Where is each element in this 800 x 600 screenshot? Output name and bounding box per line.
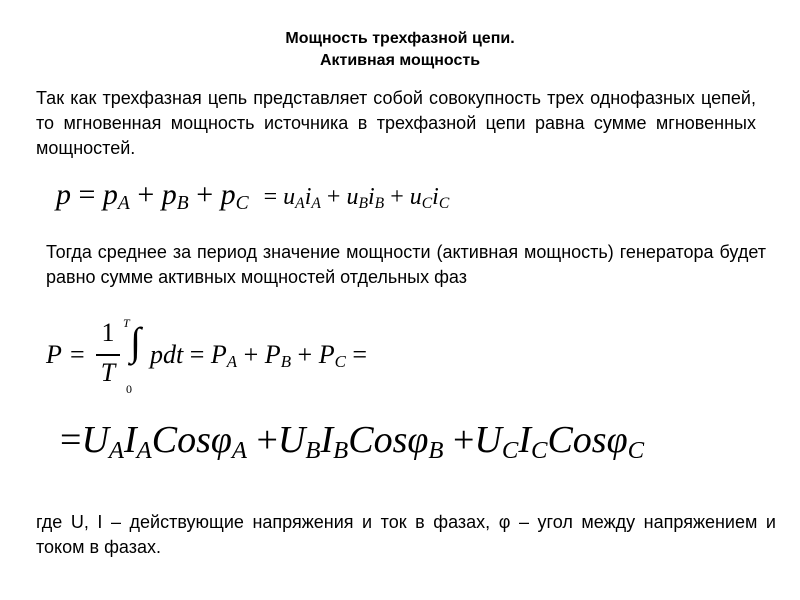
definitions-paragraph: где U, I – действующие напряжения и ток в фазах, φ – угол между напряжением и током в фазах. xyxy=(36,512,776,557)
active-power-integral-formula: P = 1 T ∫ T 0 pdt = $P_A + P_B + P_C$ = xyxy=(46,316,368,396)
slide-subtitle: Активная мощность xyxy=(319,52,481,69)
instantaneous-power-formula: $p = p_A + p_B + p_C = u_Ai_A + u_Bi_B + u_Ci_C$ xyxy=(56,178,450,214)
phase-power-formula: $=U_AI_ACos\varphi_A +U_BI_BCos\varphi_B +U_CI_CCos\varphi_C$ xyxy=(60,419,645,465)
slide-title: Мощность трехфазной цепи. xyxy=(285,30,515,47)
average-power-paragraph: Тогда среднее за период значение мощности (активная мощность) генератора будет равно сумме активных мощностей отдельных фаз xyxy=(46,242,766,287)
integral-sign: ∫ xyxy=(130,319,141,364)
intro-paragraph: Так как трехфазная цепь представляет собой совокупность трех однофазных цепей, то мгновенная мощность источника в трехфазной цепи равна сумме мгновенных мощностей. xyxy=(36,88,756,158)
